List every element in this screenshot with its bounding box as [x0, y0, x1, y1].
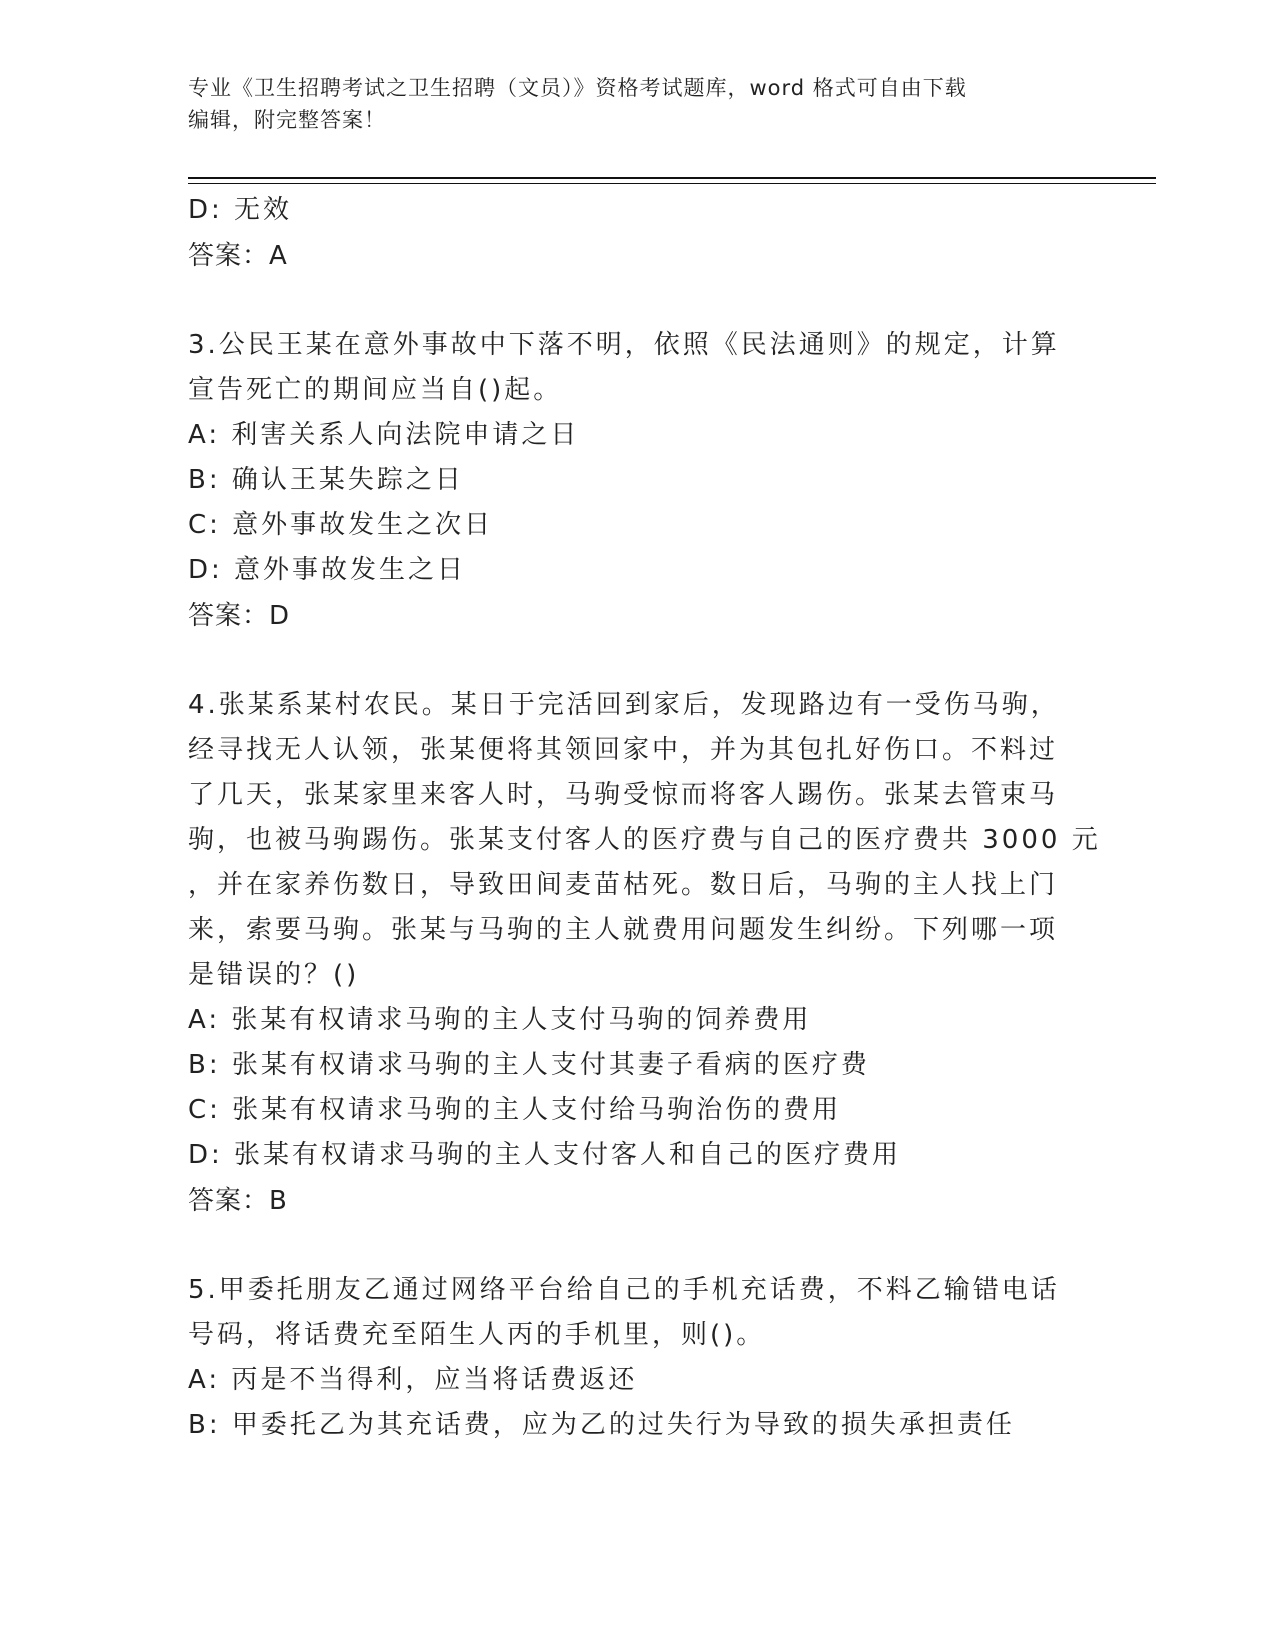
spacer: [188, 279, 1088, 323]
question-5-line-2: 号码，将话费充至陌生人丙的手机里，则()。: [188, 1320, 766, 1350]
question-4-line-7: 是错误的？(): [188, 960, 360, 990]
question-4-answer: 答案：B: [188, 1186, 288, 1216]
question-4-option-a: A: 张某有权请求马驹的主人支付马驹的饲养费用: [188, 1005, 812, 1035]
question-4-line-6: 来，索要马驹。张某与马驹的主人就费用问题发生纠纷。下列哪一项: [188, 915, 1059, 945]
question-4-line-3: 了几天，张某家里来客人时，马驹受惊而将客人踢伤。张某去管束马: [188, 780, 1059, 810]
header-line-1: 专业《卫生招聘考试之卫生招聘（文员）》资格考试题库，word 格式可自由下载: [188, 76, 967, 100]
document-header: [188, 72, 1088, 136]
prev-option-d: D: 无效: [188, 195, 293, 225]
question-4-line-4: 驹，也被马驹踢伤。张某支付客人的医疗费与自己的医疗费共 3000 元: [188, 825, 1101, 855]
prev-answer: 答案：A: [188, 241, 288, 271]
question-3: [188, 323, 1088, 639]
spacer: [188, 1224, 1088, 1268]
question-4: [188, 683, 1101, 1224]
question-5-option-a: A: 丙是不当得利，应当将话费返还: [188, 1365, 638, 1395]
question-4-option-b: B: 张某有权请求马驹的主人支付其妻子看病的医疗费: [188, 1050, 870, 1080]
question-3-line-1: 3.公民王某在意外事故中下落不明，依照《民法通则》的规定，计算: [188, 330, 1060, 360]
question-4-option-d: D: 张某有权请求马驹的主人支付客人和自己的医疗费用: [188, 1140, 902, 1170]
header-rule-bottom: [188, 183, 1156, 184]
question-3-line-2: 宣告死亡的期间应当自()起。: [188, 375, 563, 405]
question-3-option-c: C: 意外事故发生之次日: [188, 510, 494, 540]
question-3-option-d: D: 意外事故发生之日: [188, 555, 467, 585]
question-4-option-c: C: 张某有权请求马驹的主人支付给马驹治伤的费用: [188, 1095, 842, 1125]
question-4-line-2: 经寻找无人认领，张某便将其领回家中，并为其包扎好伤口。不料过: [188, 735, 1059, 765]
question-3-option-a: A: 利害关系人向法院申请之日: [188, 420, 580, 450]
document-body: [188, 188, 1101, 1448]
question-5-line-1: 5.甲委托朋友乙通过网络平台给自己的手机充话费，不料乙输错电话: [188, 1275, 1060, 1305]
question-5: [188, 1268, 1088, 1448]
question-3-answer: 答案：D: [188, 601, 291, 631]
question-4-line-1: 4.张某系某村农民。某日于完活回到家后，发现路边有一受伤马驹，: [188, 690, 1060, 720]
header-line-2: 编辑，附完整答案！: [188, 108, 386, 132]
question-5-option-b: B: 甲委托乙为其充话费，应为乙的过失行为导致的损失承担责任: [188, 1410, 1015, 1440]
header-rule-top: [188, 177, 1156, 179]
question-4-line-5: ，并在家养伤数日，导致田间麦苗枯死。数日后，马驹的主人找上门: [188, 870, 1059, 900]
spacer: [188, 639, 1088, 683]
question-3-option-b: B: 确认王某失踪之日: [188, 465, 464, 495]
